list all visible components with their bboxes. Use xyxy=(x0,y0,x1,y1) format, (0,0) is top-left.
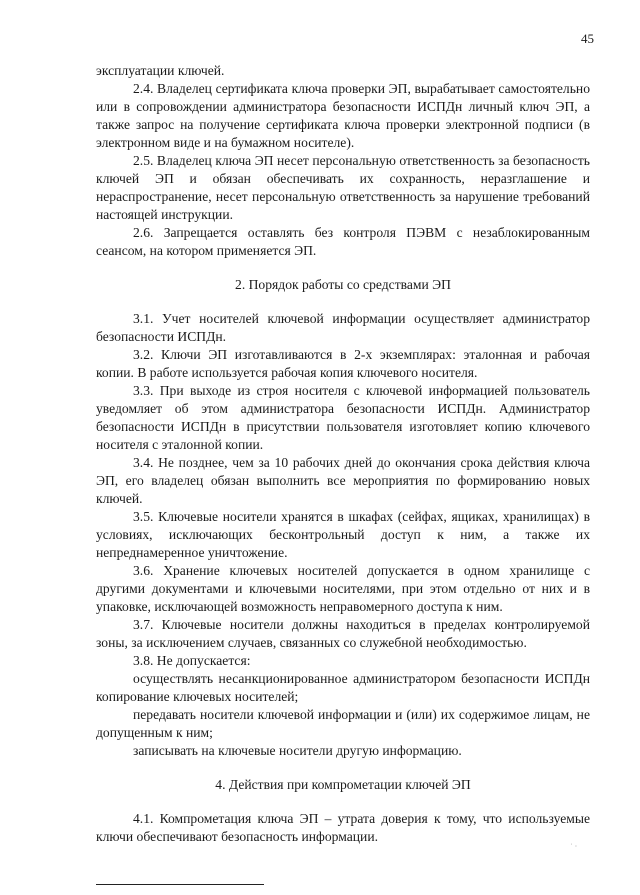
document-body xyxy=(96,62,590,846)
paragraph: эксплуатации ключей. xyxy=(96,63,225,78)
paragraph-3-3: 3.3. При выходе из строя носителя с ключевой информацией пользователь уведомляет об этом администратора безопасности ИСПДн. Администратор безопасности ИСПДн в присутствии пользователя изготовляет копию ключевого носителя с эталонной копии. xyxy=(96,383,590,452)
scan-mark: ˙ · xyxy=(570,842,578,851)
paragraph-3-4: 3.4. Не позднее, чем за 10 рабочих дней до окончания срока действия ключа ЭП, его владелец обязан выполнить все мероприятия по формированию новых ключей. xyxy=(96,455,590,506)
page-number: 45 xyxy=(581,31,594,46)
list-item: осуществлять несанкционированное администратором безопасности ИСПДн копирование ключевых носителей; xyxy=(96,671,590,704)
list-item: записывать на ключевые носители другую информацию. xyxy=(133,743,462,758)
paragraph-3-8: 3.8. Не допускается: xyxy=(133,653,251,668)
list-item: передавать носители ключевой информации и (или) их содержимое лицам, не допущенным к ним; xyxy=(96,707,590,740)
paragraph-2-5: 2.5. Владелец ключа ЭП несет персональную ответственность за безопасность ключей ЭП и обязан обеспечивать их сохранность, неразглашение и нераспространение, несет персональную ответственность за нарушение требований настоящей инструкции. xyxy=(96,153,590,222)
paragraph-2-6: 2.6. Запрещается оставлять без контроля ПЭВМ с незаблокированным сеансом, на котором применяется ЭП. xyxy=(96,225,590,258)
paragraph-3-7: 3.7. Ключевые носители должны находиться в пределах контролируемой зоны, за исключением случаев, связанных со служебной необходимостью. xyxy=(96,617,590,650)
paragraph-3-1: 3.1. Учет носителей ключевой информации осуществляет администратор безопасности ИСПДн. xyxy=(96,311,590,344)
section-heading-2: 2. Порядок работы со средствами ЭП xyxy=(235,277,451,292)
section-heading-4: 4. Действия при компрометации ключей ЭП xyxy=(215,777,471,792)
paragraph-3-5: 3.5. Ключевые носители хранятся в шкафах (сейфах, ящиках, хранилищах) в условиях, исключающих бесконтрольный доступ к ним, а также их непреднамеренное уничтожение. xyxy=(96,509,590,560)
paragraph-2-4: 2.4. Владелец сертификата ключа проверки ЭП, вырабатывает самостоятельно или в сопровождении администратора безопасности ИСПДн личный ключ ЭП, а также запрос на получение сертификата ключа проверки электронной подписи (в электронном виде и на бумажном носителе). xyxy=(96,81,590,150)
footnote-separator xyxy=(96,884,264,885)
paragraph-4-1: 4.1. Компрометация ключа ЭП – утрата доверия к тому, что используемые ключи обеспечивают безопасность информации. xyxy=(96,811,590,844)
paragraph-3-2: 3.2. Ключи ЭП изготавливаются в 2-х экземплярах: эталонная и рабочая копии. В работе используется рабочая копия ключевого носителя. xyxy=(96,347,590,380)
paragraph-3-6: 3.6. Хранение ключевых носителей допускается в одном хранилище с другими документами и ключевыми носителями, при этом отдельно от них и в упаковке, исключающей возможность неправомерного доступа к ним. xyxy=(96,563,590,614)
